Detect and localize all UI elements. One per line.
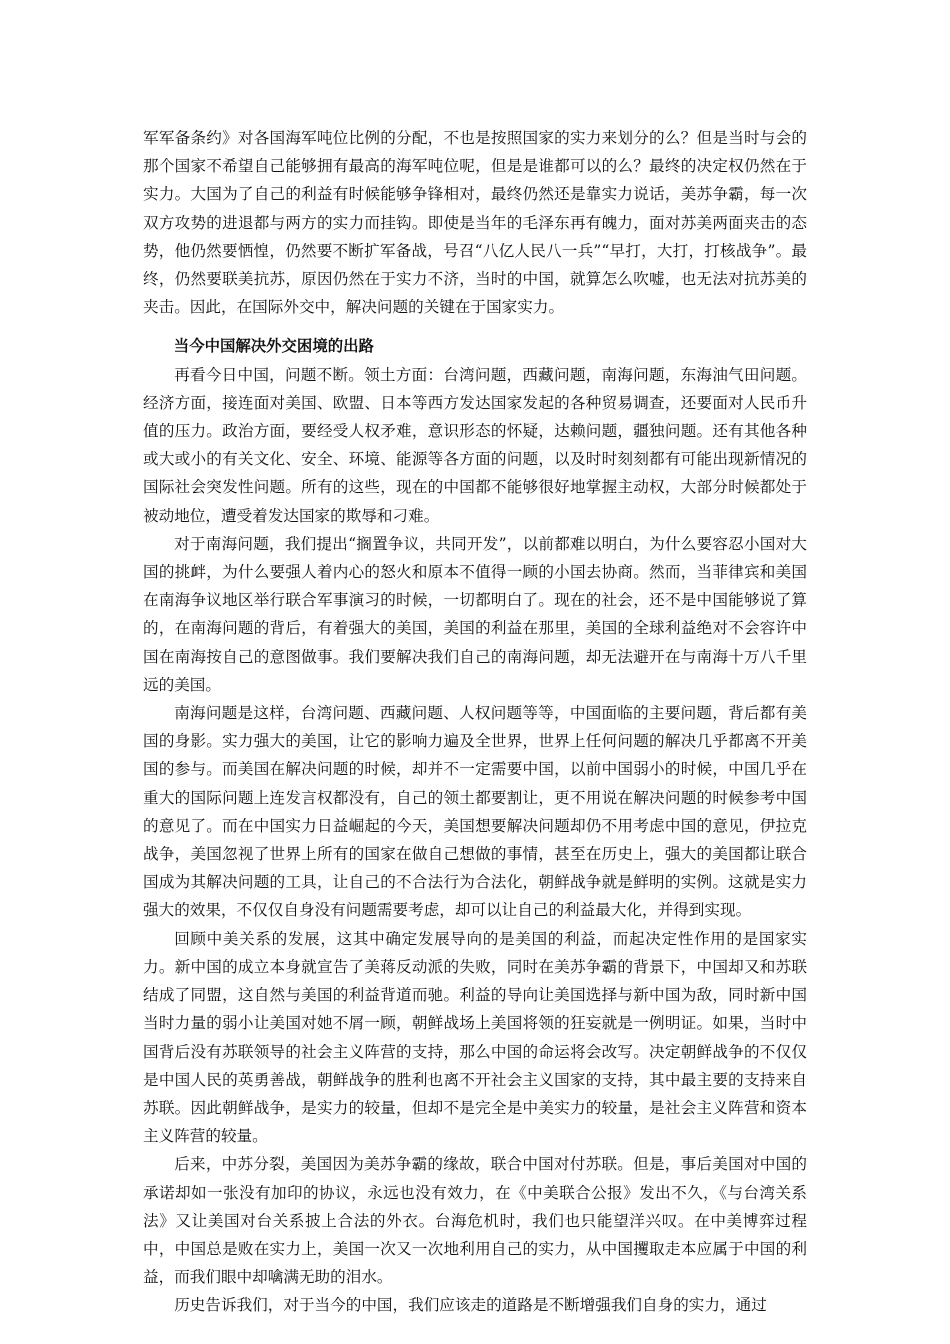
paragraph-1: 再看今日中国，问题不断。领土方面：台湾问题，西藏问题，南海问题，东海油气田问题。经济方面，接连面对美国、欧盟、日本等西方发达国家发起的各种贸易调查，还要面对人民币升值的压力。政治方面，要经受人权矛难，意识形态的怀疑，达赖问题，疆独问题。还有其他各种或大或小的有关文化、安全、环境、能源等各方面的问题，以及时时刻刻都有可能出现新情况的国际社会突发性问题。所有的这些，现在的中国都不能够很好地掌握主动权，大部分时候都处于被动地位，遭受着发达国家的欺辱和刁难。 [143, 365, 807, 525]
paragraph-4: 回顾中美关系的发展，这其中确定发展导向的是美国的利益，而起决定性作用的是国家实力。新中国的成立本身就宣告了美蒋反动派的失败，同时在美苏争霸的背景下，中国却又和苏联结成了同盟，这自然与美国的利益背道而驰。利益的导向让美国选择与新中国为敌，同时新中国当时力量的弱小让美国对她不屑一顾，朝鲜战场上美国将领的狂妄就是一例明证。如果，当时中国背后没有苏联领导的社会主义阵营的支持，那么中国的命运将会改写。决定朝鲜战争的不仅仅是中国人民的英勇善战，朝鲜战争的胜利也离不开社会主义国家的支持，其中最主要的支持来自苏联。因此朝鲜战争，是实力的较量，但却不是完全是中美实力的较量，是社会主义阵营和资本主义阵营的较量。 [143, 929, 807, 1146]
section-heading: 当今中国解决外交困境的出路 [173, 337, 374, 356]
intro-paragraph: 军军备条约》对各国海军吨位比例的分配，不也是按照国家的实力来划分的么？但是当时与会的那个国家不希望自己能够拥有最高的海军吨位呢，但是是谁都可以的么？最终的决定权仍然在于实力。大国为了自己的利益有时候能够争锋相对，最终仍然还是靠实力说话，美苏争霸，每一次双方攻势的进退都与两方的实力而挂钩。即使是当年的毛泽东再有魄力，面对苏美两面夹击的态势，他仍然要恓惶，仍然要不断扩军备战，号召“八亿人民八一兵”“早打，大打，打核战争”。最终，仍然要联美抗苏，原因仍然在于实力不济，当时的中国，就算怎么吹嘘，也无法对抗苏美的夹击。因此，在国际外交中，解决问题的关键在于国家实力。 [143, 129, 807, 317]
paragraph-3: 南海问题是这样，台湾问题、西藏问题、人权问题等等，中国面临的主要问题，背后都有美国的身影。实力强大的美国，让它的影响力遍及全世界，世界上任何问题的解决几乎都离不开美国的参与。而美国在解决问题的时候，却并不一定需要中国，以前中国弱小的时候，中国几乎在重大的国际问题上连发言权都没有，自己的领土都要割让，更不用说在解决问题的时候参考中国的意见了。而在中国实力日益崛起的今天，美国想要解决问题却仍不用考虑中国的意见，伊拉克战争，美国忽视了世界上所有的国家在做自己想做的事情，甚至在历史上，强大的美国都让联合国成为其解决问题的工具，让自己的不合法行为合法化，朝鲜战争就是鲜明的实例。这就是实力强大的效果，不仅仅自身没有问题需要考虑，却可以让自己的利益最大化，并得到实现。 [143, 704, 807, 920]
document-page [143, 124, 807, 1320]
paragraph-2: 对于南海问题，我们提出“搁置争议，共同开发”，以前都难以明白，为什么要容忍小国对大国的挑衅，为什么要强人着内心的怒火和原本不值得一顾的小国去协商。然而，当菲律宾和美国在南海争议地区举行联合军事演习的时候，一切都明白了。现在的社会，还不是中国能够说了算的，在南海问题的背后，有着强大的美国，美国的利益在那里，美国的全球利益绝对不会容许中国在南海按自己的意图做事。我们要解决我们自己的南海问题，却无法避开在与南海十万八千里远的美国。 [143, 534, 807, 694]
paragraph-6: 历史告诉我们，对于当今的中国，我们应该走的道路是不断增强我们自身的实力，通过 [174, 1296, 767, 1315]
paragraph-5: 后来，中苏分裂，美国因为美苏争霸的缘故，联合中国对付苏联。但是，事后美国对中国的承诺却如一张没有加印的协议，永远也没有效力，在《中美联合公报》发出不久，《与台湾关系法》又让美国对台关系披上合法的外衣。台海危机时，我们也只能望洋兴叹。在中美博弈过程中，中国总是败在实力上，美国一次又一次地利用自己的实力，从中国攫取走本应属于中国的利益，而我们眼中却噙满无助的泪水。 [143, 1155, 807, 1287]
